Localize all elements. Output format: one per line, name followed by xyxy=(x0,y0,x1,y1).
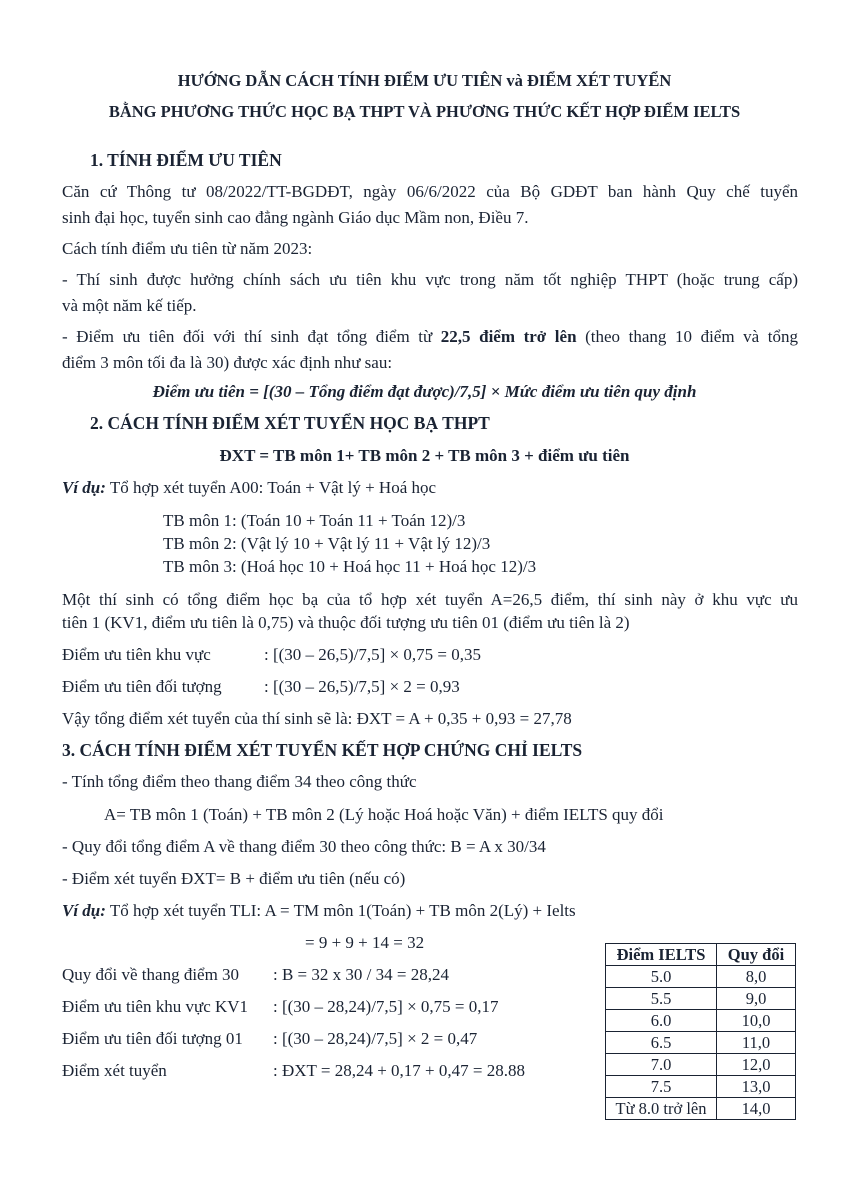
table-row xyxy=(606,966,796,988)
ielts-score-cell: 6.0 xyxy=(606,1010,717,1032)
section-2-para-line-2: tiên 1 (KV1, điểm ưu tiên là 0,75) và thuộc đối tượng ưu tiên 01 (điểm ưu tiên là 2) xyxy=(62,613,630,632)
ielts-score-cell: 5.0 xyxy=(606,966,717,988)
dxt-label: Điểm xét tuyển xyxy=(62,1061,167,1080)
table-header-row xyxy=(606,944,796,966)
converted-score-cell: 8,0 xyxy=(717,966,796,988)
section-3-sum-line: = 9 + 9 + 14 = 32 xyxy=(305,933,425,952)
ielts-score-header: Điểm IELTS xyxy=(606,944,717,966)
converted-score-cell: 9,0 xyxy=(717,988,796,1010)
section-1-para-4-line-1 xyxy=(62,326,798,348)
section-3-line-4: - Điểm xét tuyển ĐXT= B + điểm ưu tiên (nếu có) xyxy=(62,869,406,888)
para-4-pre-text: - Điểm ưu tiên đối với thí sinh đạt tổng điểm từ xyxy=(62,327,441,346)
example-text: Tổ hợp xét tuyển TLI: A = TM môn 1(Toán) + TB môn 2(Lý) + Ielts xyxy=(105,901,576,920)
para-4-post-text: (theo thang 10 điểm và tổng xyxy=(576,327,798,346)
section-1-para-3-line-1: - Thí sinh được hưởng chính sách ưu tiên khu vực trong năm tốt nghiệp THPT (hoặc trung cấp) xyxy=(62,270,798,289)
para-4-bold-text: 22,5 điểm trở lên xyxy=(440,327,577,346)
example-label: Ví dụ: xyxy=(62,478,106,497)
section-2-para-line-1: Một thí sinh có tổng điểm học bạ của tổ hợp xét tuyển A=26,5 điểm, thí sinh này ở khu vực ưu xyxy=(62,590,798,609)
converted-score-cell: 12,0 xyxy=(717,1054,796,1076)
kv1-priority-value: : [(30 – 28,24)/7,5] × 0,75 = 0,17 xyxy=(273,997,499,1016)
document-title-line-1: HƯỚNG DẪN CÁCH TÍNH ĐIỂM ƯU TIÊN và ĐIỂM XÉT TUYỂN xyxy=(177,71,672,90)
dt01-priority-label: Điểm ưu tiên đối tượng 01 xyxy=(62,1029,243,1048)
converted-score-header: Quy đổi xyxy=(717,944,796,966)
kv-priority-value: : [(30 – 26,5)/7,5] × 0,75 = 0,35 xyxy=(264,645,482,664)
dxt-value: : ĐXT = 28,24 + 0,17 + 0,47 = 28.88 xyxy=(273,1061,525,1080)
table-row xyxy=(606,1098,796,1120)
document-title-line-2: BẰNG PHƯƠNG THỨC HỌC BẠ THPT VÀ PHƯƠNG THỨC KẾT HỢP ĐIỂM IELTS xyxy=(108,102,741,121)
ielts-score-cell: Từ 8.0 trở lên xyxy=(606,1098,717,1120)
section-1-para-3-line-2: và một năm kế tiếp. xyxy=(62,296,197,315)
tb-mon-2: TB môn 2: (Vật lý 10 + Vật lý 11 + Vật lý 12)/3 xyxy=(163,534,491,553)
section-1-para-1-line-1: Căn cứ Thông tư 08/2022/TT-BGDĐT, ngày 06/6/2022 của Bộ GDĐT ban hành Quy chế tuyển xyxy=(62,182,798,201)
section-1-heading: 1. TÍNH ĐIỂM ƯU TIÊN xyxy=(90,150,282,170)
example-text: Tổ hợp xét tuyển A00: Toán + Vật lý + Hoá học xyxy=(105,478,437,497)
section-2-heading: 2. CÁCH TÍNH ĐIỂM XÉT TUYỂN HỌC BẠ THPT xyxy=(90,413,490,433)
dt-priority-value: : [(30 – 26,5)/7,5] × 2 = 0,93 xyxy=(264,677,460,696)
tb-mon-3: TB môn 3: (Hoá học 10 + Hoá học 11 + Hoá học 12)/3 xyxy=(163,557,537,576)
tb-mon-1: TB môn 1: (Toán 10 + Toán 11 + Toán 12)/3 xyxy=(163,511,466,530)
kv-priority-label: Điểm ưu tiên khu vực xyxy=(62,645,211,664)
section-2-total: Vậy tổng điểm xét tuyển của thí sinh sẽ là: ĐXT = A + 0,35 + 0,93 = 27,78 xyxy=(62,709,572,728)
dxt-formula: ĐXT = TB môn 1+ TB môn 2 + TB môn 3 + điểm ưu tiên xyxy=(219,446,630,465)
table-row xyxy=(606,1032,796,1054)
ielts-conversion-table xyxy=(605,943,796,1120)
section-3-line-3: - Quy đổi tổng điểm A về thang điểm 30 theo công thức: B = A x 30/34 xyxy=(62,837,546,856)
conversion-value: : B = 32 x 30 / 34 = 28,24 xyxy=(273,965,449,984)
converted-score-cell: 10,0 xyxy=(717,1010,796,1032)
converted-score-cell: 11,0 xyxy=(717,1032,796,1054)
section-3-formula-a: A= TB môn 1 (Toán) + TB môn 2 (Lý hoặc Hoá hoặc Văn) + điểm IELTS quy đổi xyxy=(104,805,664,824)
section-3-example xyxy=(62,900,576,922)
table-row xyxy=(606,988,796,1010)
section-1-para-4-line-2: điểm 3 môn tối đa là 30) được xác định như sau: xyxy=(62,353,393,372)
section-1-para-1-line-2: sinh đại học, tuyển sinh cao đẳng ngành Giáo dục Mầm non, Điều 7. xyxy=(62,208,529,227)
ielts-score-cell: 7.5 xyxy=(606,1076,717,1098)
converted-score-cell: 13,0 xyxy=(717,1076,796,1098)
ielts-score-cell: 6.5 xyxy=(606,1032,717,1054)
table-row xyxy=(606,1054,796,1076)
ielts-score-cell: 5.5 xyxy=(606,988,717,1010)
section-3-heading: 3. CÁCH TÍNH ĐIỂM XÉT TUYỂN KẾT HỢP CHỨNG CHỈ IELTS xyxy=(62,740,583,760)
dt-priority-label: Điểm ưu tiên đối tượng xyxy=(62,677,222,696)
conversion-label: Quy đổi về thang điểm 30 xyxy=(62,965,240,984)
priority-formula: Điểm ưu tiên = [(30 – Tổng điểm đạt được)/7,5] × Mức điểm ưu tiên quy định xyxy=(152,382,697,401)
table-row xyxy=(606,1010,796,1032)
section-3-line-1: - Tính tổng điểm theo thang điểm 34 theo công thức xyxy=(62,772,417,791)
section-1-para-2: Cách tính điểm ưu tiên từ năm 2023: xyxy=(62,239,313,258)
ielts-score-cell: 7.0 xyxy=(606,1054,717,1076)
section-2-example xyxy=(62,477,436,499)
example-label: Ví dụ: xyxy=(62,901,106,920)
kv1-priority-label: Điểm ưu tiên khu vực KV1 xyxy=(62,997,249,1016)
dt01-priority-value: : [(30 – 28,24)/7,5] × 2 = 0,47 xyxy=(273,1029,478,1048)
converted-score-cell: 14,0 xyxy=(717,1098,796,1120)
table-row xyxy=(606,1076,796,1098)
